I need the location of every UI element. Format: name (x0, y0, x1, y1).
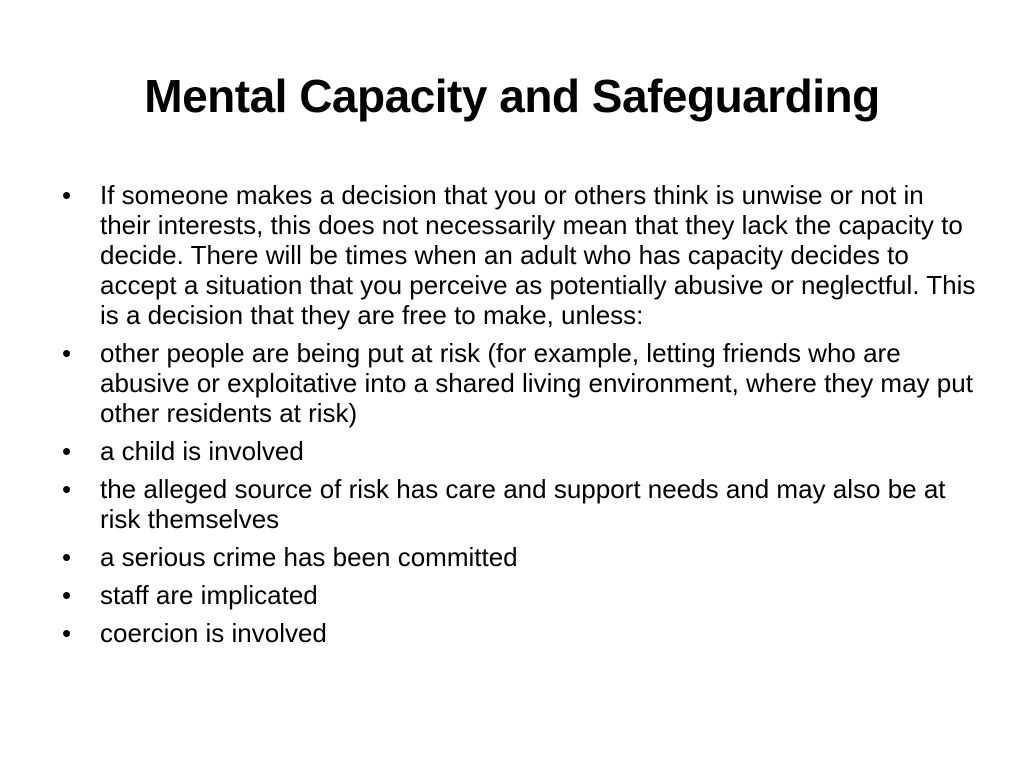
bullet-list (56, 180, 976, 656)
bullet-text: If someone makes a decision that you or others think is unwise or not in their interests, this does not necessarily mean that they lack the capacity to decide. There will be times when an adult who has capacity decides to accept a situation that you perceive as potentially abusive or neglectful. This is a decision that they are free to make, unless: (100, 180, 976, 330)
slide-title: Mental Capacity and Safeguarding (144, 70, 880, 122)
bullet-text: coercion is involved (100, 618, 327, 648)
bullet-icon: • (62, 436, 72, 466)
bullet-text: a child is involved (100, 436, 304, 466)
bullet-item (56, 542, 976, 572)
bullet-text: staff are implicated (100, 580, 318, 610)
bullet-icon: • (62, 338, 72, 368)
bullet-icon: • (62, 542, 72, 572)
bullet-text: the alleged source of risk has care and support needs and may also be at risk themselves (100, 474, 946, 534)
bullet-icon: • (62, 180, 72, 210)
bullet-icon: • (62, 618, 72, 648)
bullet-item (56, 436, 976, 466)
bullet-item (56, 474, 976, 534)
bullet-icon: • (62, 474, 72, 504)
bullet-icon: • (62, 580, 72, 610)
bullet-item (56, 180, 976, 330)
bullet-text: a serious crime has been committed (100, 542, 518, 572)
bullet-text: other people are being put at risk (for example, letting friends who are abusive or exploitative into a shared living environment, where they may put other residents at risk) (100, 338, 973, 428)
bullet-item (56, 338, 976, 428)
bullet-item (56, 580, 976, 610)
bullet-item (56, 618, 976, 648)
